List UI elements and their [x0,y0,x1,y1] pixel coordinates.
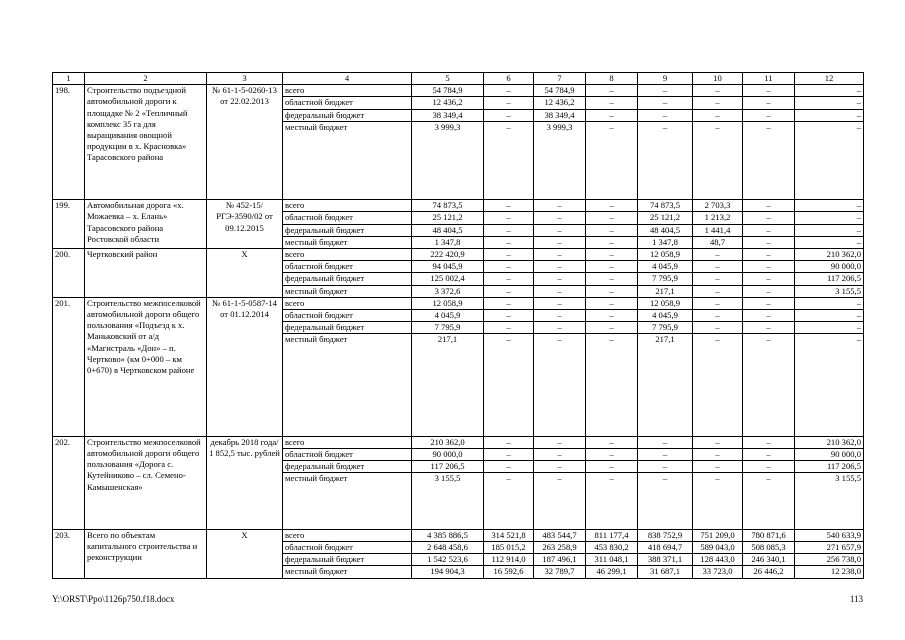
column-number-row [53,73,864,85]
object-name: Чертковский район [85,249,207,298]
amount-cell: 38 349,4 [412,109,484,121]
amount-cell: – [693,273,743,285]
funding-source: местный бюджет [283,285,412,297]
project-document: № 61-1-5-0587-14 от 01.12.2014 [207,297,283,436]
amount-cell: 1 441,4 [693,224,743,236]
amount-cell: – [586,224,638,236]
amount-cell: – [693,297,743,309]
amount-cell: 25 121,2 [638,212,693,224]
project-document: декабрь 2018 года/ 1 852,5 тыс. рублей [207,436,283,529]
amount-cell: – [484,285,534,297]
amount-cell: – [484,249,534,261]
amount-cell: – [795,212,864,224]
amount-cell: – [534,310,586,322]
amount-cell: 1 542 523,6 [412,554,484,566]
amount-cell: – [795,97,864,109]
amount-cell: 483 544,7 [534,529,586,541]
amount-cell: – [638,449,693,461]
amount-cell: 128 443,0 [693,554,743,566]
amount-cell: 46 299,1 [586,566,638,578]
amount-cell: – [693,449,743,461]
amount-cell: 388 371,1 [638,554,693,566]
object-name: Автомобильная дорога «х. Можаевка – х. Елань» Тарасовского района Ростовской области [85,200,207,249]
amount-cell: – [484,212,534,224]
amount-cell: – [586,236,638,248]
funding-source: федеральный бюджет [283,224,412,236]
amount-cell: – [638,85,693,97]
amount-cell: – [586,261,638,273]
amount-cell: 38 349,4 [534,109,586,121]
amount-cell: – [693,436,743,448]
funding-source: местный бюджет [283,473,412,529]
funding-source: федеральный бюджет [283,273,412,285]
amount-cell: – [638,109,693,121]
column-number: 7 [534,73,586,85]
amount-cell: 12 058,9 [638,297,693,309]
amount-cell: 3 372,6 [412,285,484,297]
amount-cell: 263 258,9 [534,542,586,554]
funding-source: федеральный бюджет [283,461,412,473]
amount-cell: 3 999,3 [534,121,586,199]
amount-cell: – [586,322,638,334]
amount-cell: – [484,261,534,273]
amount-cell: – [795,310,864,322]
amount-cell: 90 000,0 [795,261,864,273]
amount-cell: – [484,322,534,334]
amount-cell: – [534,461,586,473]
amount-cell: 185 015,2 [484,542,534,554]
row-number: 198. [53,85,85,200]
amount-cell: 32 789,7 [534,566,586,578]
amount-cell: – [484,436,534,448]
amount-cell: 3 155,5 [795,285,864,297]
amount-cell: – [743,85,795,97]
amount-cell: – [484,461,534,473]
amount-cell: – [693,249,743,261]
amount-cell: – [638,461,693,473]
budget-table [52,72,864,579]
amount-cell: 2 703,3 [693,200,743,212]
amount-cell: – [484,236,534,248]
funding-source: местный бюджет [283,334,412,436]
amount-cell: 217,1 [638,334,693,436]
object-name: Строительство межпоселковой автомобильной дороги общего пользования «Дорога с. Кутейниково – сл. Семено-Камышенская» [85,436,207,529]
amount-cell: – [586,249,638,261]
amount-cell: – [693,285,743,297]
amount-cell: 217,1 [412,334,484,436]
amount-cell: – [586,310,638,322]
amount-cell: 117 206,5 [412,461,484,473]
amount-cell: 7 795,9 [638,322,693,334]
amount-cell: – [534,334,586,436]
funding-source: местный бюджет [283,566,412,578]
amount-cell: – [534,436,586,448]
amount-cell: – [638,473,693,529]
amount-cell: – [743,449,795,461]
amount-cell: – [484,310,534,322]
amount-cell: – [693,261,743,273]
object-name: Строительство межпоселковой автомобильной дороги общего пользования «Подъезд к х. Маньковский от а/д «Магистраль «Дон» – п. Чертково» (км 0+000 – км 0+670) в Чертковском районе [85,297,207,436]
amount-cell: – [795,121,864,199]
amount-cell: 4 045,9 [638,261,693,273]
funding-source: областной бюджет [283,97,412,109]
amount-cell: – [484,449,534,461]
funding-source: всего [283,85,412,97]
funding-source: федеральный бюджет [283,109,412,121]
amount-cell: 589 043,0 [693,542,743,554]
amount-cell: – [743,461,795,473]
amount-cell: 222 420,9 [412,249,484,261]
amount-cell: – [484,121,534,199]
amount-cell: – [693,121,743,199]
amount-cell: 453 830,2 [586,542,638,554]
column-number: 6 [484,73,534,85]
amount-cell: 540 633,9 [795,529,864,541]
amount-cell: – [743,121,795,199]
amount-cell: 12 436,2 [412,97,484,109]
amount-cell: – [743,212,795,224]
amount-cell: – [743,310,795,322]
amount-cell: 3 999,3 [412,121,484,199]
amount-cell: 12 436,2 [534,97,586,109]
row-number: 201. [53,297,85,436]
amount-cell: – [743,261,795,273]
amount-cell: 217,1 [638,285,693,297]
amount-cell: – [693,461,743,473]
amount-cell: – [743,297,795,309]
amount-cell: – [743,236,795,248]
amount-cell: 4 045,9 [638,310,693,322]
amount-cell: – [484,109,534,121]
amount-cell: 751 209,0 [693,529,743,541]
funding-source: областной бюджет [283,542,412,554]
amount-cell: 2 648 458,6 [412,542,484,554]
row-number: 199. [53,200,85,249]
amount-cell: – [484,334,534,436]
amount-cell: 112 914,0 [484,554,534,566]
funding-source: областной бюджет [283,261,412,273]
amount-cell: – [484,224,534,236]
amount-cell: 3 155,5 [795,473,864,529]
amount-cell: – [534,285,586,297]
row-number: 203. [53,529,85,578]
amount-cell: – [586,449,638,461]
amount-cell: – [586,212,638,224]
footer-file-path: Y:\ORST\Ppo\1126p750.f18.docx [52,594,175,604]
funding-source: федеральный бюджет [283,322,412,334]
funding-source: областной бюджет [283,310,412,322]
amount-cell: – [743,322,795,334]
amount-cell: 90 000,0 [795,449,864,461]
amount-cell: – [743,109,795,121]
amount-cell: 256 738,0 [795,554,864,566]
amount-cell: 125 002,4 [412,273,484,285]
amount-cell: – [795,85,864,97]
amount-cell: – [484,273,534,285]
funding-source: федеральный бюджет [283,554,412,566]
amount-cell: 271 657,9 [795,542,864,554]
project-document: № 61-1-5-0260-13 от 22.02.2013 [207,85,283,200]
amount-cell: 12 058,9 [638,249,693,261]
amount-cell: – [586,109,638,121]
amount-cell: – [693,334,743,436]
amount-cell: – [586,200,638,212]
amount-cell: – [795,200,864,212]
amount-cell: 33 723,0 [693,566,743,578]
amount-cell: 3 155,5 [412,473,484,529]
amount-cell: – [693,473,743,529]
amount-cell: – [638,436,693,448]
amount-cell: – [586,285,638,297]
amount-cell: 7 795,9 [638,273,693,285]
amount-cell: – [586,97,638,109]
amount-cell: 90 000,0 [412,449,484,461]
amount-cell: – [743,273,795,285]
amount-cell: 48 404,5 [638,224,693,236]
amount-cell: 117 206,5 [795,461,864,473]
funding-source: всего [283,297,412,309]
amount-cell: – [743,285,795,297]
amount-cell: – [534,224,586,236]
amount-cell: – [484,473,534,529]
column-number: 3 [207,73,283,85]
amount-cell: – [795,109,864,121]
amount-cell: – [484,297,534,309]
amount-cell: – [534,212,586,224]
amount-cell: – [534,449,586,461]
object-name: Всего по объектам капитального строительства и реконструкции [85,529,207,578]
footer-page-number: 113 [849,594,863,604]
column-number: 5 [412,73,484,85]
amount-cell: – [795,322,864,334]
amount-cell: – [534,297,586,309]
table-row [53,436,864,448]
amount-cell: – [534,273,586,285]
amount-cell: 12 238,0 [795,566,864,578]
amount-cell: – [795,236,864,248]
amount-cell: 311 048,1 [586,554,638,566]
funding-source: областной бюджет [283,212,412,224]
amount-cell: – [534,322,586,334]
amount-cell: – [484,85,534,97]
amount-cell: 117 206,5 [795,273,864,285]
amount-cell: – [586,297,638,309]
column-number: 8 [586,73,638,85]
amount-cell: – [534,261,586,273]
project-document: № 452-15/РГЭ-3590/02 от 09.12.2015 [207,200,283,249]
amount-cell: 48,7 [693,236,743,248]
amount-cell: 1 213,2 [693,212,743,224]
amount-cell: 4 045,9 [412,310,484,322]
amount-cell: – [586,85,638,97]
amount-cell: 7 795,9 [412,322,484,334]
funding-source: всего [283,436,412,448]
amount-cell: – [534,236,586,248]
amount-cell: 1 347,8 [412,236,484,248]
amount-cell: – [534,473,586,529]
amount-cell: – [693,109,743,121]
amount-cell: – [743,334,795,436]
amount-cell: 1 347,8 [638,236,693,248]
amount-cell: – [743,436,795,448]
amount-cell: – [693,85,743,97]
column-number: 12 [795,73,864,85]
amount-cell: – [693,97,743,109]
amount-cell: 4 385 886,5 [412,529,484,541]
amount-cell: – [586,436,638,448]
amount-cell: 838 752,9 [638,529,693,541]
column-number: 1 [53,73,85,85]
table-row [53,200,864,212]
amount-cell: – [586,334,638,436]
amount-cell: – [586,273,638,285]
funding-source: всего [283,249,412,261]
amount-cell: 210 362,0 [412,436,484,448]
amount-cell: 54 784,9 [534,85,586,97]
column-number: 4 [283,73,412,85]
amount-cell: – [743,200,795,212]
table-row [53,297,864,309]
row-number: 202. [53,436,85,529]
amount-cell: 48 404,5 [412,224,484,236]
amount-cell: – [743,473,795,529]
amount-cell: 187 496,1 [534,554,586,566]
column-number: 11 [743,73,795,85]
amount-cell: 74 873,5 [412,200,484,212]
amount-cell: – [586,473,638,529]
amount-cell: 74 873,5 [638,200,693,212]
amount-cell: – [743,224,795,236]
amount-cell: – [586,121,638,199]
amount-cell: – [484,200,534,212]
funding-source: областной бюджет [283,449,412,461]
project-document: Х [207,529,283,578]
amount-cell: – [638,97,693,109]
amount-cell: 194 904,3 [412,566,484,578]
amount-cell: – [795,334,864,436]
amount-cell: – [795,297,864,309]
funding-source: местный бюджет [283,236,412,248]
funding-source: всего [283,200,412,212]
amount-cell: 210 362,0 [795,249,864,261]
amount-cell: 54 784,9 [412,85,484,97]
table-row [53,529,864,541]
amount-cell: 246 340,1 [743,554,795,566]
amount-cell: 780 871,6 [743,529,795,541]
amount-cell: – [795,224,864,236]
amount-cell: – [586,461,638,473]
amount-cell: 210 362,0 [795,436,864,448]
amount-cell: 25 121,2 [412,212,484,224]
amount-cell: 16 592,6 [484,566,534,578]
amount-cell: 418 694,7 [638,542,693,554]
object-name: Строительство подъездной автомобильной дороги к площадке № 2 «Тепличный комплекс 35 га для выращивания овощной продукции в х. Красновка» Тарасовского района [85,85,207,200]
amount-cell: 508 085,3 [743,542,795,554]
amount-cell: – [743,97,795,109]
funding-source: местный бюджет [283,121,412,199]
amount-cell: 31 687,1 [638,566,693,578]
row-number: 200. [53,249,85,298]
funding-source: всего [283,529,412,541]
amount-cell: – [534,249,586,261]
amount-cell: 314 521,8 [484,529,534,541]
amount-cell: 26 446,2 [743,566,795,578]
amount-cell: 12 058,9 [412,297,484,309]
table-row [53,85,864,97]
project-document: Х [207,249,283,298]
table-row [53,249,864,261]
amount-cell: 94 045,9 [412,261,484,273]
amount-cell: – [534,200,586,212]
amount-cell: – [693,322,743,334]
amount-cell: – [484,97,534,109]
column-number: 9 [638,73,693,85]
amount-cell: – [743,249,795,261]
amount-cell: 811 177,4 [586,529,638,541]
column-number: 10 [693,73,743,85]
amount-cell: – [693,310,743,322]
amount-cell: – [638,121,693,199]
column-number: 2 [85,73,207,85]
